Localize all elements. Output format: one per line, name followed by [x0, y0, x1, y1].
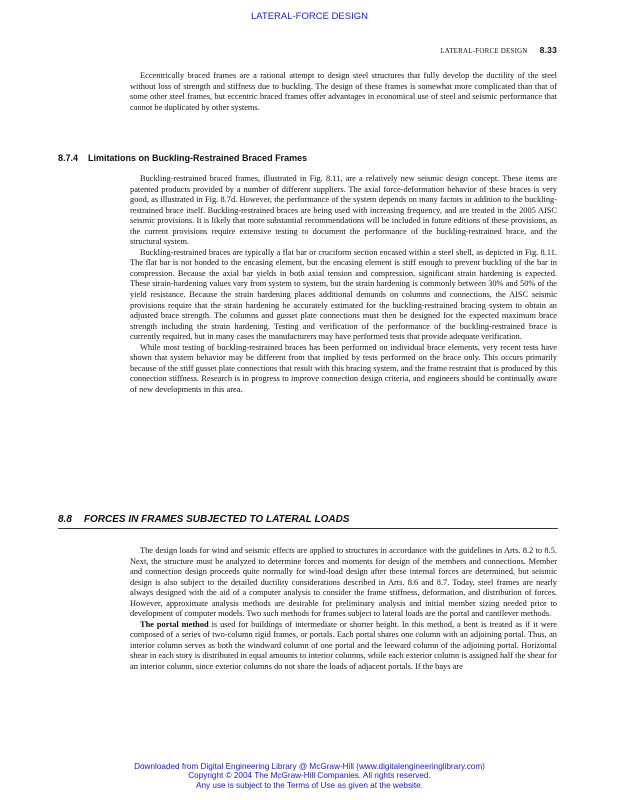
top-banner: LATERAL-FORCE DESIGN: [250, 11, 368, 22]
intro-paragraph-block: [130, 71, 557, 113]
section-number: 8.8: [58, 514, 72, 525]
paragraph: While most testing of buckling-restrained braces has been performed on individual brace elements, very recent tests have shown that system behavior may be different from that implied by tests performed on the brace only. This occurs primarily because of the stiff gusset plate connections that result with this bracing system, and the frame restraint that is produced by this connection stiffness. Research is in progress to improve connection design criteria, and engineers should be continually aware of new developments in this area.: [130, 342, 557, 394]
footer-copyright: Copyright © 2004 The McGraw-Hill Companies. All rights reserved.: [188, 771, 431, 781]
section-title: FORCES IN FRAMES SUBJECTED TO LATERAL LOADS: [83, 514, 350, 525]
footer: [0, 762, 619, 790]
paragraph: Buckling-restrained braced frames, illustrated in Fig. 8.11, are a relatively new seismic design concept. These items are patented products provided by a number of different suppliers. The axial force-deformation behavior of these braces is very good, as illustrated in Fig. 8.7d. However, the performance of the system depends on many factors in addition to the buckling-restrained brace itself. Buckling-restrained braces are being used with increasing frequency, and are treated in the 2005 AISC seismic provisions. It is likely that more substantial recommendations will be included in future editions of these provisions, as the current provisions require extensive testing to document the performance of the buckling-restrained brace, and the structural system.: [130, 174, 557, 247]
footer-download-link[interactable]: Downloaded from Digital Engineering Library @ McGraw-Hill (www.digitalengineeringlibrary.com): [134, 762, 485, 771]
intro-paragraph: Eccentrically braced frames are a rational attempt to design steel structures that fully develop the ductility of the steel without loss of strength and stiffness due to buckling. The design of these frames is somewhat more complicated than that of some other steel frames, but eccentric braced frames offer advantages in economical use of steel and seismic performance that cannot be duplicated by other systems.: [130, 71, 557, 112]
paragraph-continuation: is used for buildings of intermediate or shorter height. In this method, a bent is treated as if it were composed of a series of two-column rigid frames, or portals. Each portal shares one column with an adjoining portal. Thus, an interior column serves as both the windward column of one portal and the leeward column of the adjoining portal. Horizontal shear in each story is distributed in equal amounts to interior columns, while each exterior column is assigned half the shear for an interior column, since exterior columns do not share the loads of adjacent portals. If the bays are: [130, 619, 557, 672]
section-number: 8.7.4: [58, 153, 79, 163]
portal-method-term: The portal method: [140, 619, 209, 629]
section-8-8-heading: [58, 514, 558, 525]
running-head: [440, 45, 557, 55]
paragraph: [130, 620, 557, 673]
section-8-7-4-heading: [58, 153, 558, 163]
page-number: 8.33: [539, 45, 557, 55]
section-8-7-4-body: [130, 174, 557, 395]
paragraph: Buckling-restrained braces are typically a flat bar or cruciform section encased within a steel shell, as depicted in Fig. 8.11. The flat bar is not bonded to the encasing element, but the encasing element is stiff enough to prevent buckling of the bar in compression. Because the axial bar yields in both axial tension and compression, significant strain hardening is expected. These strain-hardening values vary from system to system, but the strain hardening is commonly between 30% and 50% of the yield resistance. Because the strain hardening places additional demands on columns and connections, the AISC seismic provisions require that the strain hardening be accurately estimated for the buckling-restrained bracing system to obtain an adjusted brace strength. The columns and gusset plate connections must then be designed for the expected maximum brace strength including the strain hardening. Testing and verification of the performance of the buckling-restrained brace is currently required, but in many cases the manufacturers may have performed tests that provide adequate verification.: [130, 247, 557, 342]
section-title: Limitations on Buckling-Restrained Braced Frames: [88, 153, 308, 163]
paragraph: The design loads for wind and seismic effects are applied to structures in accordance with the guidelines in Arts. 8.2 to 8.5. Next, the structure must be analyzed to determine forces and moments for design of the members and connections. Member and connection design proceeds quite normally for wind-load design after these internal forces are determined, but seismic design is also subject to the detailed ductility considerations described in Arts. 8.6 and 8.7. Today, steel frames are nearly always designed with the aid of a computer analysis to consider the frame stiffness, deformation, and distribution of forces. However, approximate analysis methods are desirable for preliminary analysis and initial member sizing needed prior to development of computer models. Two such methods for frames subject to lateral loads are the portal and cantilever methods.: [130, 546, 557, 619]
section-8-8-body: [130, 546, 557, 673]
footer-terms-link[interactable]: Any use is subject to the Terms of Use as given at the website.: [196, 780, 423, 790]
section-rule: [58, 528, 558, 529]
running-head-title: LATERAL-FORCE DESIGN: [440, 47, 528, 55]
